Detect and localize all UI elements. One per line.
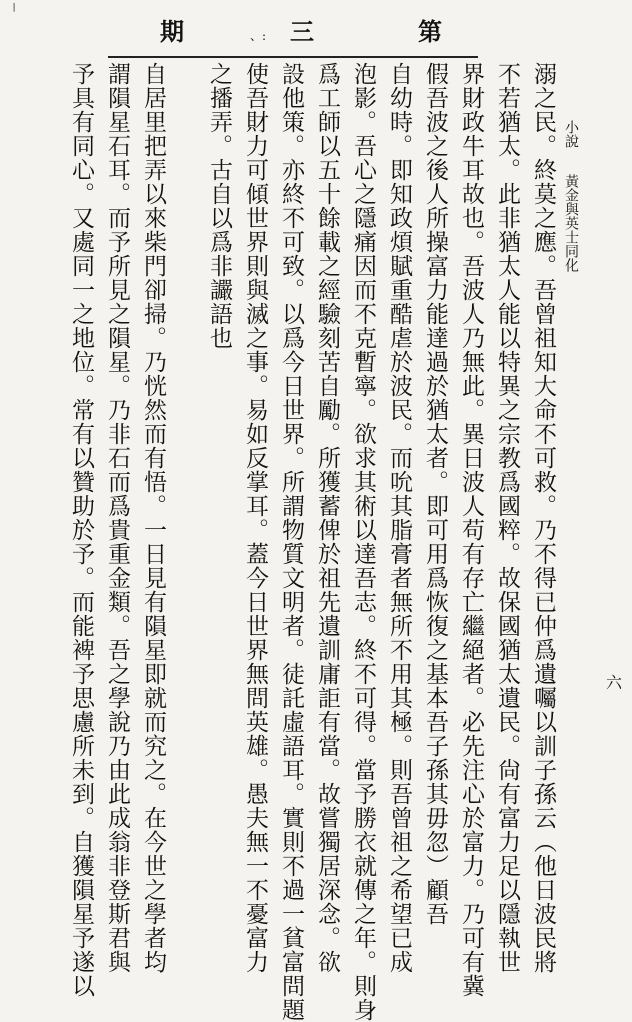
text-column: 使吾財力可傾世界則與滅之事。易如反掌耳。蓋今日世界無問英雄。愚夫無一不憂富力	[242, 62, 268, 974]
text-column: 泡影。吾心之隱痛因而不克暫寧。欲求其術以達吾志。終不可得。當予勝衣就傳之年。則身	[350, 62, 376, 1022]
text-column: 予具有同心。又處同一之地位。常有以贊助於予。而能裨予思慮所未到。自獲隕星予遂以	[68, 62, 94, 998]
header-rule	[108, 56, 478, 58]
text-column: 界財政牛耳故也。吾波人乃無此。異日波人苟有存亡繼絕者。必先注心於富力。乃可有冀	[458, 62, 484, 998]
running-header	[0, 18, 632, 54]
header-right-char: 第	[418, 17, 442, 46]
side-title-text: 黃金與英士同化	[563, 174, 579, 272]
binding-dots: ··········	[8, 2, 18, 11]
page-number: 六	[606, 673, 623, 692]
text-column: 謂隕星石耳。而予所見之隕星。乃非石而爲貴重金類。吾之學說乃由此成翁非登斯君與	[104, 62, 130, 974]
header-mark: 、:	[250, 29, 267, 43]
text-column: 自居里把弄以來柴門卻掃。乃恍然而有悟。一日見有隕星即就而究之。在今世之學者均	[140, 62, 166, 974]
text-column: 自幼時。即知政煩賦重酷虐於波民。而吮其脂膏者無所不用其極。則吾曾祖之希望已成	[386, 62, 412, 974]
text-column: 假吾波之後人所操富力能達過於猶太者。即可用爲恢復之基本吾子孫其毋忽）顧吾	[422, 62, 448, 926]
header-mid-char: 三	[290, 17, 314, 46]
text-column: 爲工師以五十餘載之經驗刻苦自勵。所獲蓄俾於祖先遺訓庸詎有當。故嘗獨居深念。欲	[314, 62, 340, 974]
text-column: 不若猶太。此非猶太人能以特異之宗教爲國粹。故保國猶太遺民。尙有富力足以隱執世	[494, 62, 520, 974]
text-column: 設他策。亦終不可致。以爲今日世界。所謂物質文明者。徒託虛語耳。實則不過一貧富問題	[278, 62, 304, 1022]
side-title-label: 小說	[563, 120, 579, 148]
side-title	[563, 120, 579, 350]
header-left-char: 期	[160, 17, 184, 46]
text-column: 之播弄。古自以爲非讝語也	[206, 62, 232, 350]
text-column: 溺之民。終莫之應。吾曾祖知大命不可救。乃不得已仲爲遺囑以訓子孫云（他日波民將	[530, 62, 556, 974]
